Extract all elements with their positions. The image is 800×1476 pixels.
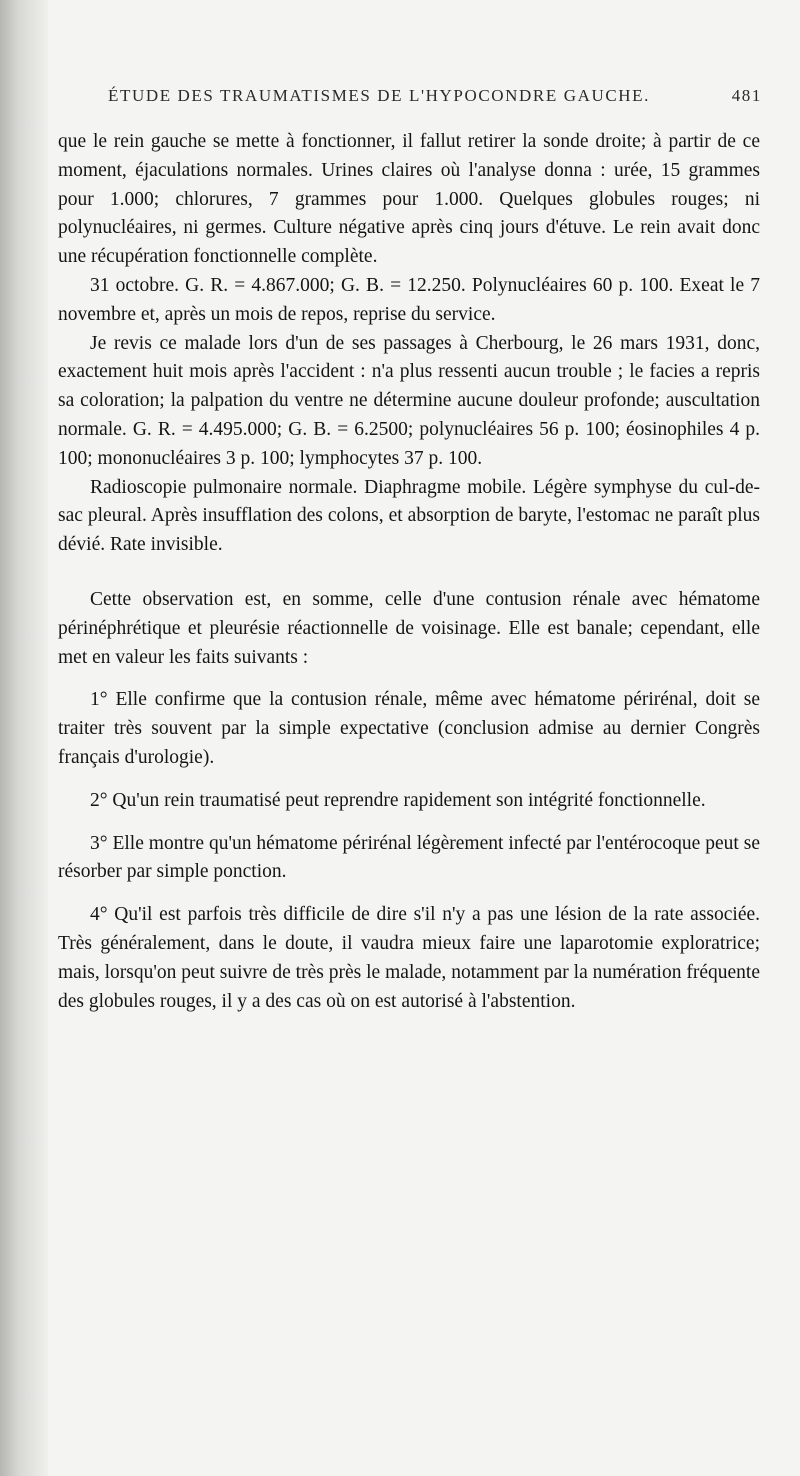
running-header bbox=[108, 86, 762, 106]
page-number: 481 bbox=[731, 86, 762, 105]
body-text bbox=[58, 128, 760, 1016]
conclusion-item-2: 2° Qu'un rein traumatisé peut reprendre rapidement son intégrité fonctionnelle. bbox=[90, 789, 706, 811]
paragraph-radioscopy: Radioscopie pulmonaire normale. Diaphragme mobile. Légère symphyse du cul-de-sac pleural. Après insufflation des colons, et absorption de baryte, l'estomac ne paraît plus dévié. Rate invisible. bbox=[58, 476, 760, 556]
page-gutter-shadow bbox=[0, 0, 48, 1476]
paragraph-observation-summary: Cette observation est, en somme, celle d'une contusion rénale avec hématome périnéphrétique et pleurésie réactionnelle de voisinage. Elle est banale; cependant, elle met en valeur les faits suivants : bbox=[58, 588, 760, 668]
paragraph-followup-visit: Je revis ce malade lors d'un de ses passages à Cherbourg, le 26 mars 1931, donc, exactement huit mois après l'accident : n'a plus ressenti aucun trouble ; le facies a repris sa coloration; la palpation du ventre ne détermine aucune douleur profonde; auscultation normale. G. R. = 4.495.000; G. B. = 6.2500; polynucléaires 56 p. 100; éosinophiles 4 p. 100; mononucléaires 3 p. 100; lymphocytes 37 p. 100. bbox=[58, 332, 760, 469]
paragraph-urine-analysis: que le rein gauche se mette à fonctionner, il fallut retirer la sonde droite; à partir de ce moment, éjaculations normales. Urines claires où l'analyse donna : urée, 15 grammes pour 1.000; chlorures, 7 grammes pour 1.000. Quelques globules rouges; ni polynucléaires, ni germes. Culture négative après cinq jours d'étuve. Le rein avait donc une récupération fonctionnelle complète. bbox=[58, 131, 760, 268]
conclusion-item-4: 4° Qu'il est parfois très difficile de dire s'il n'y a pas une lésion de la rate associée. Très généralement, dans le doute, il vaudra mieux faire une laparotomie exploratrice; mais, lorsqu'on peut suivre de très près le malade, notamment par la numération fréquente des globules rouges, il y a des cas où on est autorisé à l'abstention. bbox=[58, 904, 760, 1012]
running-header-title: ÉTUDE DES TRAUMATISMES DE L'HYPOCONDRE GAUCHE. bbox=[108, 86, 650, 105]
conclusion-item-3: 3° Elle montre qu'un hématome périrénal légèrement infecté par l'entérocoque peut se résorber par simple ponction. bbox=[58, 832, 760, 883]
paragraph-october-bloodcount: 31 octobre. G. R. = 4.867.000; G. B. = 12.250. Polynucléaires 60 p. 100. Exeat le 7 novembre et, après un mois de repos, reprise du service. bbox=[58, 274, 760, 325]
conclusion-item-1: 1° Elle confirme que la contusion rénale, même avec hématome périrénal, doit se traiter très souvent par la simple expectative (conclusion admise au dernier Congrès français d'urologie). bbox=[58, 689, 760, 768]
